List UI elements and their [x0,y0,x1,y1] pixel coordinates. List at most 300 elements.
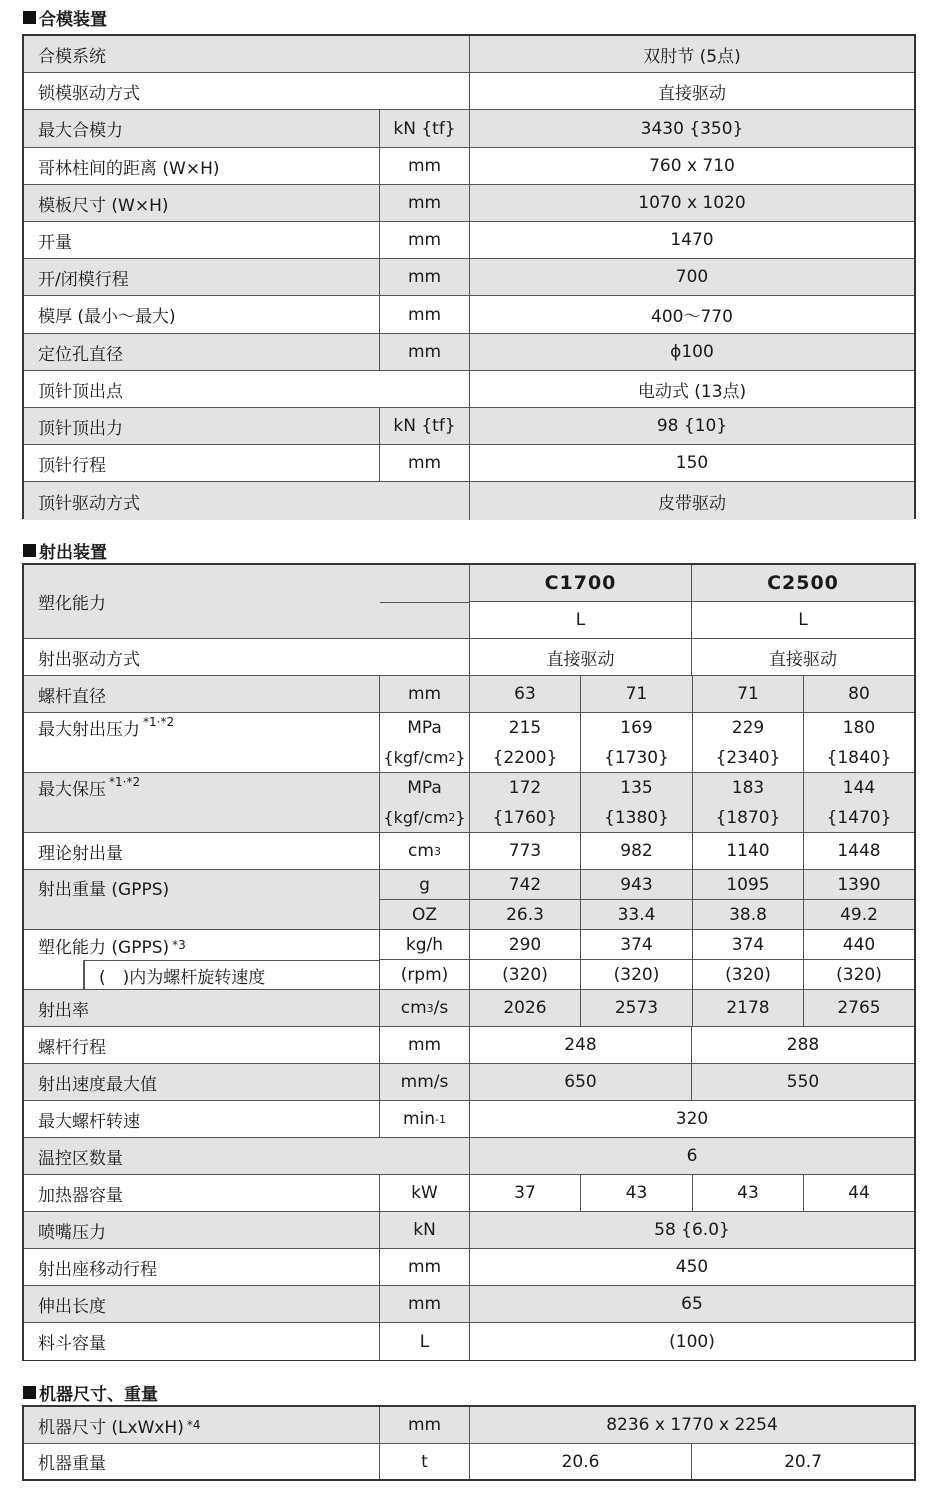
param-label [24,1212,380,1249]
param-value-text: {2340} [715,747,781,768]
param-value [470,1138,914,1175]
param-value [470,408,914,445]
param-value-text: 2178 [726,998,770,1018]
param-value [470,1286,914,1323]
param-value-text: 1140 [726,841,770,861]
param-value-text: 2573 [614,998,659,1018]
param-unit-text: kN {tf} [393,118,456,139]
param-value [470,900,581,930]
param-unit [380,445,470,482]
capacity-unit-blank [380,602,470,639]
param-label-text: 锁模驱动方式 [38,83,140,104]
param-value-text: 63 [514,684,536,704]
param-value-text: 180 [842,718,876,738]
param-unit-text: mm [407,230,442,250]
footnote-mark: *4 [186,1418,201,1432]
param-value [693,713,804,743]
param-value [804,1175,914,1212]
param-unit-text: mm [407,453,442,473]
param-value [692,1064,914,1101]
section-title-text: 合模装置 [39,10,107,30]
param-label-text: 顶针顶出点 [38,381,123,402]
param-value [693,773,804,803]
param-value [581,743,693,773]
param-value-text: 229 [731,718,765,738]
param-value [470,222,914,259]
param-label [24,1138,470,1175]
param-unit [380,1101,470,1138]
param-value-text: 直接驱动 [546,649,615,670]
param-unit-text: mm [407,1035,442,1055]
param-unit [380,803,470,833]
param-value [692,1027,914,1064]
param-value [470,1175,581,1212]
section-title-machine [23,1380,158,1405]
model-name: C2500 [767,572,839,594]
param-value [693,833,804,870]
param-value [470,1101,914,1138]
param-value-text: 65 [681,1294,703,1314]
param-unit-text: mm [407,193,442,213]
section-square-icon [23,1386,36,1399]
param-label [24,482,470,520]
param-value-text: (320) [613,964,660,985]
param-value-text: {1730} [604,747,669,768]
section-title-text: 射出装置 [39,543,107,563]
param-value [804,930,914,960]
param-value-text: 742 [508,874,542,895]
model-header-c2500 [692,565,914,602]
param-unit [380,676,470,713]
footnote-mark: *1·*2 [109,775,141,789]
param-value-text: 320 [675,1109,709,1129]
section-title-clamp [23,5,107,30]
param-value-text: 71 [737,684,759,704]
param-value-text: 144 [842,778,876,798]
param-value-text: (320) [502,964,548,985]
param-label [24,73,470,110]
param-value-text: 450 [675,1257,709,1277]
param-value [581,1175,693,1212]
param-value-text: 773 [508,841,542,861]
param-value-text: 1095 [726,874,770,895]
section-square-icon [23,11,36,24]
param-value-text: 26.3 [506,904,544,925]
param-value-text: 943 [620,874,653,895]
param-value [693,930,804,960]
param-unit-text: mm [407,1257,442,1277]
param-value [470,73,914,110]
injection-table [22,563,916,1361]
param-label-text: 顶针驱动方式 [38,493,140,514]
param-label-text: 机器重量 [38,1454,106,1474]
param-value-text: 8236 x 1770 x 2254 [606,1415,778,1435]
param-label [24,676,380,713]
param-unit [380,1212,470,1249]
param-value [581,870,693,900]
param-label-text: 开量 [38,232,72,253]
param-value [470,990,581,1027]
param-label [24,259,380,296]
param-label-text: 定位孔直径 [38,344,123,365]
param-value-text: 440 [842,934,876,955]
param-value [804,773,914,803]
param-unit [380,1407,470,1444]
param-unit [380,334,470,371]
param-value-text: 20.6 [561,1451,600,1472]
param-unit [380,222,470,259]
param-value-text: 2026 [503,998,547,1018]
section-title-text: 机器尺寸、重量 [39,1385,158,1405]
param-label [24,185,380,222]
param-unit [380,1444,470,1479]
param-value-text: 374 [731,934,765,955]
param-value-text: 43 [625,1183,648,1203]
param-label [24,1027,380,1064]
param-label [24,930,380,960]
param-value [804,960,914,990]
param-value-text: {1840} [826,747,892,768]
param-unit [380,1027,470,1064]
param-value-text: 49.2 [840,904,878,925]
param-value-text: 374 [620,934,653,955]
param-unit [380,1249,470,1286]
footnote-mark: *1·*2 [143,715,175,729]
param-label [24,36,470,73]
param-value [693,676,804,713]
param-value-text: 172 [508,778,542,798]
param-label [24,371,470,408]
param-unit-text: kN [413,1220,436,1240]
param-value [581,990,693,1027]
param-value-text: (320) [836,964,882,985]
param-value-text: 80 [848,684,870,704]
param-value [470,1064,692,1101]
param-value-text: 290 [508,934,542,955]
param-label [24,639,470,676]
param-value [470,1249,914,1286]
param-label-text: 顶针顶出力 [38,418,123,439]
param-unit-text: } [455,748,466,767]
param-label-text: 最大射出压力 [38,720,140,740]
param-value-text: 44 [848,1183,870,1203]
param-label-text: 温控区数量 [38,1148,123,1169]
unit-superscript: 3 [433,844,441,858]
param-value [804,713,914,743]
param-unit-text: MPa [407,718,442,738]
param-label-text: 塑化能力 (GPPS) [38,937,170,958]
param-label-text: 模板尺寸 (W×H) [38,195,169,216]
param-value-text: 700 [675,267,709,287]
param-value [470,743,581,773]
param-value-text: 37 [514,1183,536,1203]
param-unit [380,930,470,960]
param-value-text: 直接驱动 [769,649,837,670]
param-unit-text: cm [400,998,427,1018]
param-value-text: 550 [786,1072,820,1092]
param-label [24,148,380,185]
param-value [581,900,693,930]
param-unit-text: OZ [411,904,438,925]
param-value [470,371,914,408]
param-value [470,334,914,371]
param-unit [380,259,470,296]
param-value-text: 1470 [670,230,714,250]
param-label [24,1444,380,1479]
param-value [581,676,693,713]
param-value [470,185,914,222]
param-label [24,870,380,930]
param-value-text: 皮带驱动 [658,493,726,514]
param-unit [380,990,470,1027]
machine-table [22,1405,916,1481]
param-value-text: 760 x 710 [649,156,735,176]
param-value [470,803,581,833]
param-unit-text: /s [433,998,449,1018]
param-value [470,110,914,148]
section-title-injection [23,538,107,563]
param-value [470,482,914,520]
param-value [693,1175,804,1212]
param-unit-text: cm [408,841,434,861]
param-unit-text: mm [407,1415,442,1435]
param-value-text: (100) [669,1331,715,1352]
section-square-icon [23,544,36,557]
param-value [581,773,693,803]
param-label-text: 开/闭模行程 [38,269,129,290]
param-value [804,743,914,773]
param-value-text: 6 [686,1146,698,1166]
param-label [24,990,380,1027]
param-unit-text: } [455,808,466,827]
param-label [24,296,380,334]
param-value-text: 650 [564,1072,597,1092]
param-unit-text: t [421,1451,428,1472]
param-label-text: 射出率 [38,1000,89,1021]
param-unit-text: L [419,1331,430,1352]
param-unit-text: kN {tf} [393,416,456,436]
param-unit-text: mm [407,304,442,325]
param-unit-text: (rpm) [400,964,449,985]
param-unit [380,148,470,185]
param-label-text: 理论射出量 [38,843,123,864]
param-unit [380,1323,470,1360]
param-sublabel-text: ( )内为螺杆旋转速度 [99,967,266,988]
param-label [24,833,380,870]
model-name: C1700 [544,572,617,594]
param-sublabel [84,960,380,990]
param-value [804,676,914,713]
param-label [24,408,380,445]
param-value [470,639,692,676]
param-value [470,713,581,743]
param-value [470,1323,914,1360]
param-value [804,833,914,870]
param-unit-text: mm [407,156,442,176]
param-label-text: 最大螺杆转速 [38,1111,140,1132]
model-sub [470,602,692,639]
param-value-text: 150 [675,453,709,473]
param-value-text: 215 [508,718,542,738]
param-value-text: 183 [731,778,765,798]
param-value-text: {1760} [492,807,558,828]
param-value [470,1407,914,1444]
param-unit [380,408,470,445]
footnote-mark: *3 [172,938,186,952]
param-label [24,334,380,371]
param-label-text: 哥林柱间的距离 (W×H) [38,158,220,179]
param-unit-text: mm [407,1294,442,1314]
param-label [24,445,380,482]
unit-superscript: -1 [435,1112,447,1126]
param-label-text: 射出重量 (GPPS) [38,880,170,900]
param-value-text: 169 [620,718,653,738]
param-label-text: 伸出长度 [38,1296,106,1317]
param-value-text: 38.8 [729,904,767,925]
param-value [693,743,804,773]
param-label-text: 螺杆行程 [38,1037,106,1058]
param-value-text: 98 {10} [656,416,728,436]
param-value-text: 248 [564,1035,597,1055]
param-unit-text: mm [407,342,442,362]
param-value-text: 3430 {350} [640,118,744,139]
param-value [470,1212,914,1249]
param-value [693,870,804,900]
param-label-text: 顶针行程 [38,455,106,476]
param-value [470,36,914,73]
param-value-text: (320) [725,964,771,985]
param-value [693,900,804,930]
param-value [692,1444,914,1479]
param-value [581,833,693,870]
param-unit-text: kg/h [405,934,444,955]
param-unit-text: MPa [407,778,442,798]
param-label-text: 射出速度最大值 [38,1074,157,1095]
param-unit [380,110,470,148]
param-value-text: 71 [625,684,648,704]
param-value [470,1027,692,1064]
param-value [581,930,693,960]
param-label [24,1407,380,1444]
param-value-text: ϕ100 [670,342,714,362]
param-unit [380,1286,470,1323]
unit-superscript: 3 [426,1001,434,1015]
param-unit [380,296,470,334]
param-label-text: 料斗容量 [38,1334,106,1354]
param-unit [380,870,470,900]
param-value [804,870,914,900]
param-label-text: 射出座移动行程 [38,1259,157,1280]
param-value-text: {1470} [826,807,892,828]
param-value [693,960,804,990]
param-unit-text: min [402,1109,436,1129]
param-value [692,639,914,676]
param-unit [380,1175,470,1212]
param-value [581,713,693,743]
param-unit [380,1064,470,1101]
param-value-text: 直接驱动 [658,83,726,104]
param-value-text: 135 [620,778,653,798]
param-value [470,259,914,296]
param-unit [380,960,470,990]
capacity-label: 塑化能力 [38,594,106,614]
param-value-text: 双肘节 (5点) [643,46,741,67]
param-label [24,110,380,148]
param-value [581,803,693,833]
param-unit-text: kW [411,1183,438,1203]
param-unit [380,713,470,743]
param-value-text: {1380} [604,807,669,828]
param-label [24,1286,380,1323]
param-label [24,1101,380,1138]
param-value [804,990,914,1027]
param-value [470,833,581,870]
param-value-text: 288 [786,1035,820,1055]
param-value-text: 20.7 [784,1451,822,1472]
param-value-text: 1070 x 1020 [638,193,746,213]
param-value-text: {2200} [492,747,558,768]
param-label [24,713,380,773]
param-value-text: 电动式 (13点) [637,381,747,402]
param-value [470,870,581,900]
param-value [470,445,914,482]
param-label [24,1323,380,1360]
param-unit-text: mm [407,267,442,287]
param-value [470,1444,692,1479]
model-sub [692,602,914,639]
param-label-text: 模厚 (最小～最大) [38,307,176,327]
param-label-text: 加热器容量 [38,1185,123,1206]
param-unit [380,900,470,930]
clamp-table [22,34,916,519]
param-value-text: 1390 [837,874,881,895]
param-unit [380,773,470,803]
param-value-text: {1870} [715,807,781,828]
param-label-text: 机器尺寸 (LxWxH) [38,1417,184,1438]
param-value-text: 400～770 [651,307,733,327]
param-label [24,773,380,833]
param-value-text: 58 {6.0} [654,1220,730,1240]
param-label-text: 合模系统 [38,46,106,67]
param-unit [380,833,470,870]
param-value-text: 33.4 [617,904,656,925]
param-unit [380,743,470,773]
unit-superscript: 2 [448,811,456,824]
param-value [470,930,581,960]
param-value-text: 43 [737,1183,759,1203]
param-unit-text: g [419,874,430,895]
param-value [470,960,581,990]
param-value [804,803,914,833]
model-sub-text: L [798,610,808,630]
param-value-text: 2765 [837,998,881,1018]
param-label-text: 最大保压 [38,780,106,800]
param-unit-text: mm/s [400,1072,449,1092]
param-value [470,773,581,803]
param-value [470,148,914,185]
param-value [470,676,581,713]
param-label-text: 最大合模力 [38,121,123,141]
param-unit-text: {kgf/cm [383,748,449,767]
param-label-text: 喷嘴压力 [38,1222,106,1243]
unit-superscript: 2 [448,751,456,764]
param-label [24,1175,380,1212]
param-label [24,1249,380,1286]
param-label [24,1064,380,1101]
param-value [693,803,804,833]
param-value [804,900,914,930]
param-value [470,296,914,334]
